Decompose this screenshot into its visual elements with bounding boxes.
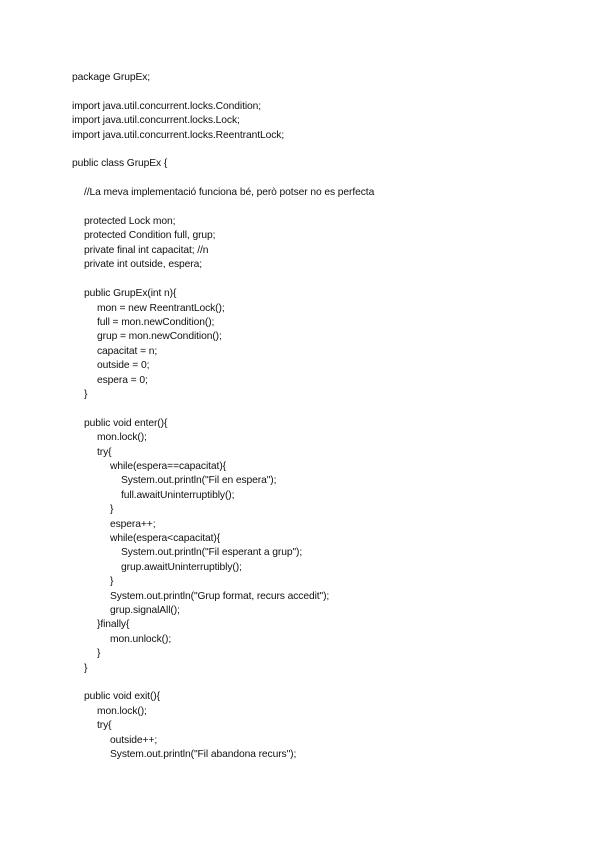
code-line: while(espera==capacitat){ <box>110 460 226 472</box>
code-line: grup.signalAll(); <box>110 605 180 617</box>
blank-line <box>72 676 582 690</box>
code-line: mon.lock(); <box>97 432 147 444</box>
code-line: mon.lock(); <box>97 705 147 717</box>
code-line: grup = mon.newCondition(); <box>97 331 222 343</box>
code-line: public void exit(){ <box>84 691 160 703</box>
code-line: grup.awaitUninterruptibly(); <box>121 561 242 573</box>
code-line: System.out.println("Fil esperant a grup"); <box>121 547 303 559</box>
code-line: espera = 0; <box>97 374 148 386</box>
code-line: private final int capacitat; //n <box>84 244 209 256</box>
code-line: } <box>84 388 88 400</box>
blank-line <box>72 201 582 215</box>
code-line: package GrupEx; <box>72 72 151 83</box>
code-line: public void enter(){ <box>84 417 168 429</box>
code-line: espera++; <box>110 518 156 530</box>
code-line: public GrupEx(int n){ <box>84 288 177 300</box>
code-line: } <box>110 576 114 588</box>
code-line: while(espera<capacitat){ <box>110 533 221 544</box>
code-line: try{ <box>97 720 112 732</box>
code-line: } <box>97 648 101 660</box>
code-line: outside = 0; <box>97 360 150 372</box>
blank-line <box>72 85 582 99</box>
code-line: System.out.println("Fil en espera"); <box>121 475 277 487</box>
code-line: System.out.println("Grup format, recurs accedit"); <box>110 590 330 602</box>
code-line: private int outside, espera; <box>84 259 202 271</box>
code-line: protected Lock mon; <box>84 216 176 228</box>
code-line: } <box>110 504 114 516</box>
blank-line <box>72 402 582 416</box>
code-line: outside++; <box>110 734 158 746</box>
code-line: public class GrupEx { <box>72 158 168 170</box>
code-line: import java.util.concurrent.locks.ReentrantLock; <box>72 129 285 141</box>
code-line: System.out.println("Fil abandona recurs"); <box>110 749 297 761</box>
code-listing <box>72 71 582 763</box>
blank-line <box>72 172 582 186</box>
blank-line <box>72 143 582 157</box>
blank-line <box>72 273 582 287</box>
code-line: mon.unlock(); <box>110 633 172 645</box>
code-line: //La meva implementació funciona bé, però potser no es perfecta <box>84 187 375 199</box>
code-line: capacitat = n; <box>97 345 158 357</box>
code-line: import java.util.concurrent.locks.Condition; <box>72 100 262 112</box>
code-line: import java.util.concurrent.locks.Lock; <box>72 115 240 127</box>
code-line: } <box>84 662 88 674</box>
code-line: full.awaitUninterruptibly(); <box>121 489 235 501</box>
code-line: mon = new ReentrantLock(); <box>97 302 225 314</box>
code-line: try{ <box>97 446 112 458</box>
code-line: }finally{ <box>97 619 130 631</box>
code-line: full = mon.newCondition(); <box>97 316 215 328</box>
code-line: protected Condition full, grup; <box>84 230 216 242</box>
